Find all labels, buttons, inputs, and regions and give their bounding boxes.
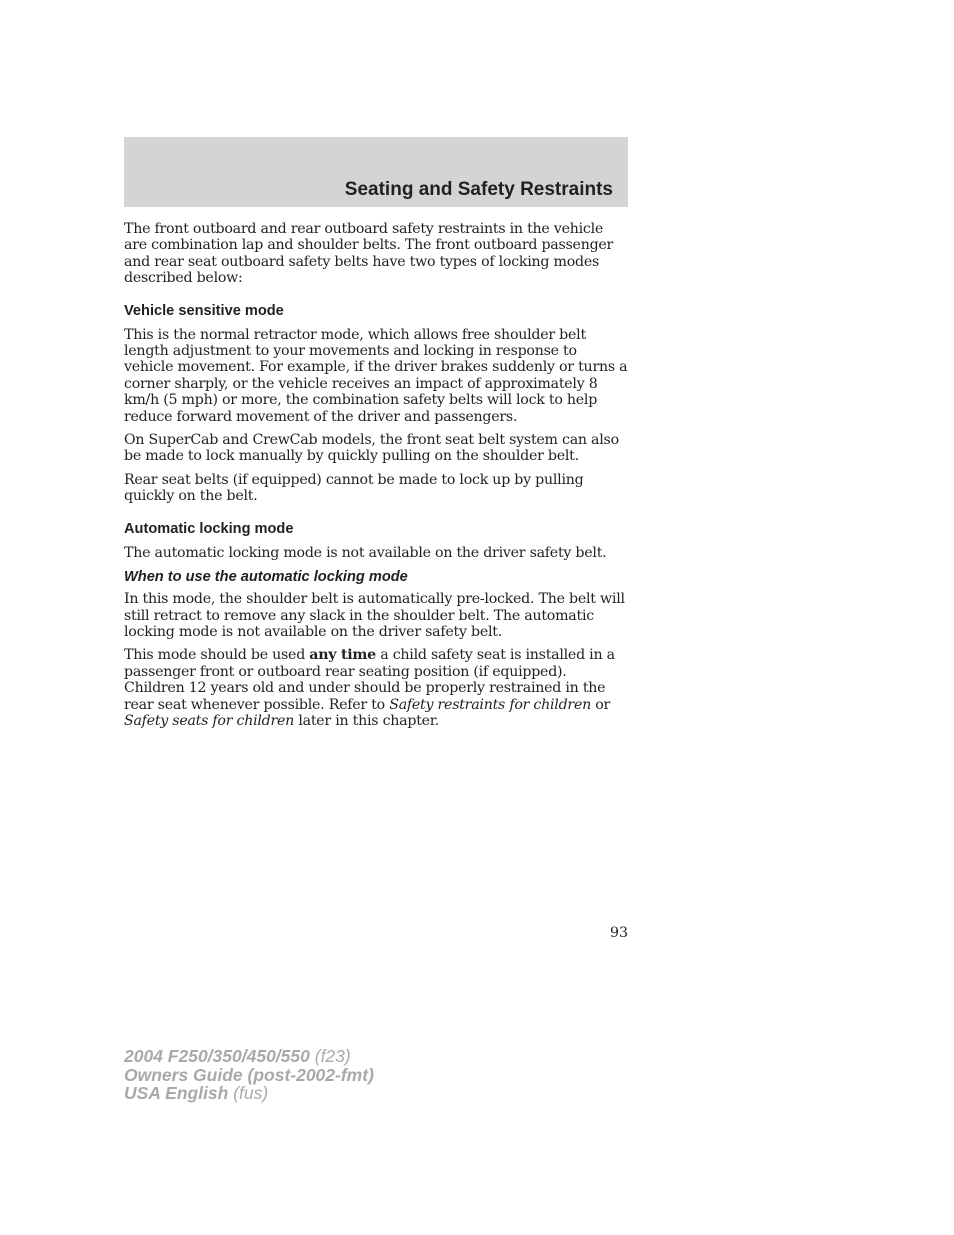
page-number: 93 [609, 925, 628, 941]
text-run: This mode should be used [124, 647, 310, 664]
footer-line-2 [124, 1066, 374, 1085]
vehicle-sensitive-paragraph-2: On SuperCab and CrewCab models, the front seat belt system can also be made to lock manually by quickly pulling on the shoulder belt. [124, 432, 619, 465]
emphasis-any-time: any time [309, 647, 376, 664]
footer-language: USA English [124, 1083, 229, 1103]
section-title: Seating and Safety Restraints [344, 179, 613, 200]
page-content [124, 221, 628, 736]
document-footer [124, 1047, 374, 1103]
footer-model-code: (f23) [309, 1046, 351, 1066]
heading-when-to-use: When to use the automatic locking mode [124, 569, 408, 586]
intro-paragraph: The front outboard and rear outboard safety restraints in the vehicle are combination lap and shoulder belts. The front outboard passenger and rear seat outboard safety belts have two types of locking modes described below: [124, 221, 614, 287]
reference-safety-seats-for-children: Safety seats for children [124, 712, 295, 729]
text-run: a child safety seat is installed in a passenger front or outboard rear seating position (if equipped). Children 12 years old and under should be properly restrained in the rear seat whenever possible. Refer to [124, 647, 615, 713]
footer-guide: Owners Guide (post-2002-fmt) [124, 1064, 374, 1085]
reference-safety-restraints-for-children: Safety restraints for children [389, 696, 591, 713]
footer-model: 2004 F250/350/450/550 [124, 1046, 310, 1066]
footer-language-code: (fus) [228, 1083, 269, 1103]
footer-line-1 [124, 1047, 374, 1066]
heading-vehicle-sensitive-mode: Vehicle sensitive mode [124, 302, 284, 319]
section-header-band [124, 137, 628, 207]
heading-automatic-locking-mode: Automatic locking mode [124, 520, 294, 537]
text-run: later in this chapter. [294, 712, 440, 729]
when-to-use-paragraph-1: In this mode, the shoulder belt is automatically pre-locked. The belt will still retract to remove any slack in the shoulder belt. The automatic locking mode is not available on the driver safety belt. [124, 591, 625, 640]
text-run: or [590, 696, 611, 713]
footer-line-3 [124, 1084, 374, 1103]
vehicle-sensitive-paragraph-1: This is the normal retractor mode, which allows free shoulder belt length adjustment to your movements and locking in response to vehicle movement. For example, if the driver brakes suddenly or turns a corner sharply, or the vehicle receives an impact of approximately 8 km/h (5 mph) or more, the combination safety belts will lock to help reduce forward movement of the driver and passengers. [124, 326, 628, 425]
automatic-locking-paragraph: The automatic locking mode is not available on the driver safety belt. [124, 544, 607, 561]
when-to-use-paragraph-2 [124, 647, 628, 729]
vehicle-sensitive-paragraph-3: Rear seat belts (if equipped) cannot be made to lock up by pulling quickly on the belt. [124, 471, 584, 505]
